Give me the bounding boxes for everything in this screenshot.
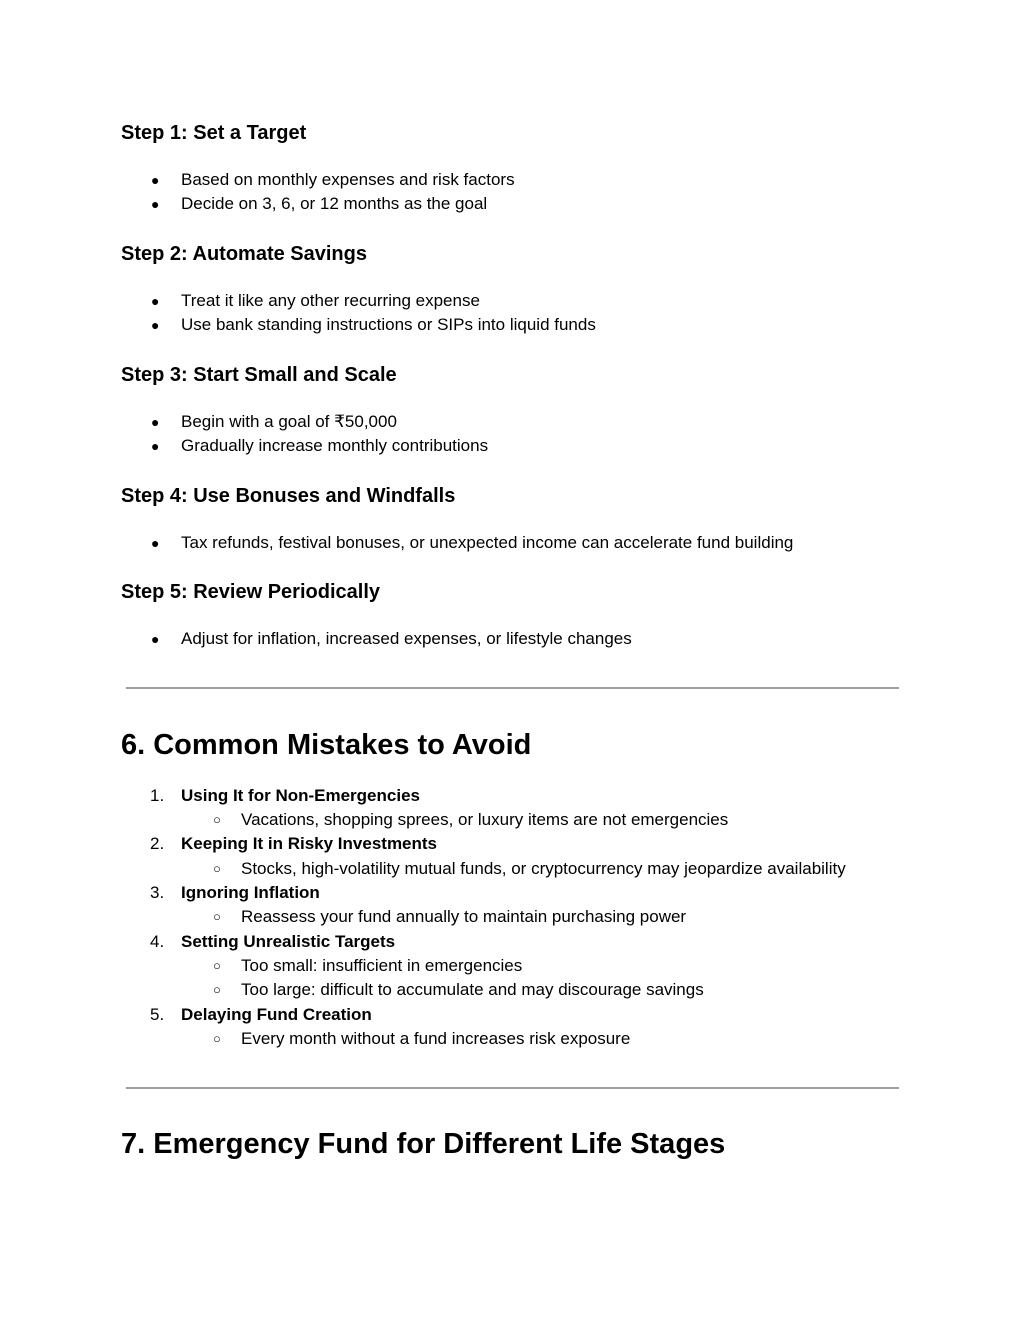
bullet-icon: ●: [151, 438, 160, 454]
bullet-icon: ●: [151, 317, 160, 333]
bullet-text: Tax refunds, festival bonuses, or unexpected income can accelerate fund building: [181, 533, 794, 552]
item-title: Keeping It in Risky Investments: [181, 834, 438, 853]
bullet-text: Decide on 3, 6, or 12 months as the goal: [181, 194, 488, 213]
sub-item-text: Stocks, high-volatility mutual funds, or cryptocurrency may jeopardize availability: [241, 859, 846, 878]
item-title: Using It for Non-Emergencies: [181, 786, 420, 805]
bullet-text: Treat it like any other recurring expense: [181, 291, 480, 310]
item-number: 1.: [150, 786, 165, 805]
item-number: 3.: [150, 883, 165, 902]
circle-bullet-icon: ○: [213, 812, 221, 827]
step-2-heading: Step 2: Automate Savings: [121, 243, 367, 265]
step-5-heading: Step 5: Review Periodically: [121, 581, 380, 603]
item-title: Setting Unrealistic Targets: [181, 932, 396, 951]
section-7-heading: 7. Emergency Fund for Different Life Stages: [121, 1128, 726, 1160]
circle-bullet-icon: ○: [213, 861, 221, 876]
sub-item-text: Reassess your fund annually to maintain purchasing power: [241, 907, 687, 926]
horizontal-rule: [126, 1087, 899, 1089]
item-title: Delaying Fund Creation: [181, 1005, 372, 1024]
bullet-icon: ●: [151, 196, 160, 212]
bullet-text: Use bank standing instructions or SIPs into liquid funds: [181, 315, 596, 334]
bullet-icon: ●: [151, 631, 160, 647]
bullet-icon: ●: [151, 293, 160, 309]
step-3-heading: Step 3: Start Small and Scale: [121, 364, 397, 386]
bullet-text: Based on monthly expenses and risk factors: [181, 170, 515, 189]
sub-item-text: Too small: insufficient in emergencies: [241, 956, 523, 975]
sub-item-text: Vacations, shopping sprees, or luxury items are not emergencies: [241, 810, 729, 829]
horizontal-rule: [126, 687, 899, 689]
bullet-icon: ●: [151, 414, 160, 430]
circle-bullet-icon: ○: [213, 982, 221, 997]
section-6-heading: 6. Common Mistakes to Avoid: [121, 729, 532, 761]
item-title: Ignoring Inflation: [181, 883, 320, 902]
item-number: 4.: [150, 932, 165, 951]
circle-bullet-icon: ○: [213, 1031, 221, 1046]
bullet-icon: ●: [151, 172, 160, 188]
sub-item-text: Too large: difficult to accumulate and may discourage savings: [241, 980, 704, 999]
circle-bullet-icon: ○: [213, 958, 221, 973]
item-number: 2.: [150, 834, 165, 853]
bullet-icon: ●: [151, 535, 160, 551]
bullet-text: Adjust for inflation, increased expenses, or lifestyle changes: [181, 629, 632, 648]
sub-item-text: Every month without a fund increases risk exposure: [241, 1029, 631, 1048]
item-number: 5.: [150, 1005, 165, 1024]
bullet-text: Begin with a goal of ₹50,000: [181, 412, 397, 431]
step-4-heading: Step 4: Use Bonuses and Windfalls: [121, 485, 456, 507]
step-1-heading: Step 1: Set a Target: [121, 122, 307, 144]
bullet-text: Gradually increase monthly contributions: [181, 436, 489, 455]
circle-bullet-icon: ○: [213, 909, 221, 924]
